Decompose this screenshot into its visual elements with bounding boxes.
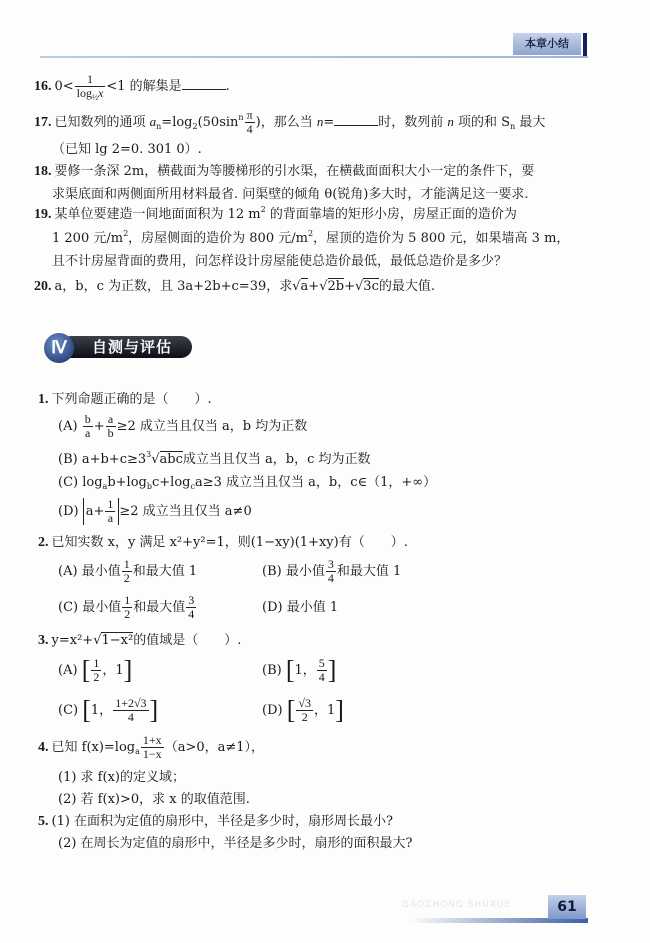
text: 的最大值. — [378, 279, 435, 294]
text: b+log — [107, 475, 147, 490]
option-label: (A) — [58, 564, 78, 579]
subscript: a — [135, 747, 140, 756]
option-label: (B) — [262, 564, 282, 579]
fraction — [186, 594, 196, 621]
text: 的背面靠墙的矩形小房，房屋正面的造价为 — [265, 207, 517, 222]
text: y=x²+ — [51, 633, 94, 648]
problem-19-line3: 且不计房屋背面的费用，问怎样设计房屋能使总造价最低，最低总造价是多少？ — [52, 254, 508, 269]
superscript: 2 — [260, 205, 266, 214]
subscript: a — [102, 482, 108, 491]
denominator — [75, 87, 106, 100]
text: ≥2 成立当且仅当 a≠0 — [119, 504, 252, 519]
q2-option-b — [262, 558, 401, 585]
q4-part-1: (1) 求 f(x)的定义域； — [58, 770, 185, 785]
numerator: 1 — [123, 557, 130, 571]
text: 最小值 1 — [286, 600, 339, 615]
option-label: (C) — [58, 475, 79, 490]
page-number: 61 — [548, 895, 586, 919]
fraction — [105, 498, 115, 525]
problem-number: 19. — [34, 207, 52, 222]
numerator: 5 — [318, 656, 325, 670]
denominator: 4 — [127, 710, 134, 724]
text: = — [323, 115, 335, 130]
q1-option-a — [58, 413, 307, 440]
subscript: n — [510, 122, 516, 131]
text: (50sin — [197, 115, 239, 130]
q3-option-a: (A) [ $\frac{1}{2}$ ，1] — [58, 655, 133, 685]
text: ，1 — [102, 663, 124, 678]
denominator: 4 — [318, 670, 325, 684]
subscript: ½ — [92, 93, 99, 102]
problem-number: 18. — [34, 164, 52, 179]
text: 已知数列的通项 — [54, 115, 150, 130]
denominator: 2 — [93, 670, 100, 684]
chapter-tab: 本章小结 — [513, 33, 581, 55]
text: a，b，c 为正数，且 3a+2b+c=39，求 — [54, 279, 293, 294]
text: ，1 — [313, 703, 336, 718]
question-number: 4. — [38, 740, 49, 755]
problem-19-line2 — [52, 230, 569, 248]
text: 下列命题正确的是（ ）. — [51, 392, 212, 407]
problem-19 — [34, 206, 517, 224]
q2-option-d — [262, 599, 338, 617]
subscript: b — [146, 482, 152, 491]
problem-18-line2: 求渠底面和两侧面所用材料最省. 问渠壁的倾角 θ(锐角)多大时，才能满足这一要求. — [52, 187, 529, 202]
fraction — [317, 657, 327, 684]
denominator: 4 — [327, 571, 334, 585]
fraction — [75, 73, 106, 100]
denominator: a — [85, 426, 91, 440]
text: 最大 — [515, 115, 546, 130]
radicand: 2b — [327, 279, 345, 294]
denominator: 2 — [301, 710, 308, 724]
problem-number: 20. — [34, 279, 52, 294]
option-label: (D) — [262, 600, 283, 615]
question-number: 5. — [38, 814, 49, 829]
question-number: 3. — [38, 633, 49, 648]
fraction — [83, 413, 93, 440]
superscript: n — [238, 113, 244, 122]
option-label: (D) — [58, 504, 79, 519]
answer-blank — [334, 113, 378, 126]
numerator: 3 — [327, 557, 334, 571]
denominator: 4 — [188, 607, 195, 621]
option-label: (C) — [58, 600, 79, 615]
problem-16 — [34, 73, 230, 100]
text: 和最大值 1 — [132, 564, 198, 579]
fraction — [91, 657, 101, 684]
option-label: (C) — [58, 703, 79, 718]
question-2 — [38, 534, 408, 552]
q2-option-a — [58, 558, 197, 585]
text: 项的和 S — [453, 115, 511, 130]
problem-18 — [34, 163, 534, 181]
numerator: 1+2√3 — [115, 696, 147, 710]
denominator: 2 — [123, 571, 130, 585]
text: + — [93, 419, 105, 434]
var: x — [98, 86, 104, 100]
text: + — [308, 279, 320, 294]
text: + — [344, 279, 355, 294]
q1-option-d — [58, 498, 252, 525]
text: a+b+c≥3 — [81, 452, 147, 467]
text: 要修一条深 2m，横截面为等腰梯形的引水渠，在横截面面积大小一定的条件下，要 — [54, 164, 535, 179]
numerator: 1 — [93, 656, 100, 670]
text: ≥2 成立当且仅当 a，b 均为正数 — [116, 419, 308, 434]
text: 已知 f(x)=log — [51, 740, 136, 755]
text: 已知实数 x，y 满足 x²+y²=1，则(1−xy)(1+xy)有（ ）. — [51, 535, 408, 550]
fraction — [122, 558, 132, 585]
section-banner — [42, 333, 194, 359]
question-1 — [38, 391, 212, 409]
section-title: 自测与评估 — [92, 338, 173, 356]
text: 某单位要建造一间地面面积为 12 m — [54, 207, 261, 222]
fraction — [141, 734, 164, 761]
fraction — [296, 697, 313, 724]
fraction — [106, 413, 116, 440]
text: a+ — [85, 504, 105, 519]
denominator: 2 — [124, 607, 131, 621]
section-numeral: Ⅳ — [44, 333, 74, 363]
q5-part-2: (2) 在周长为定值的扇形中，半径是多少时，扇形的面积最大? — [58, 836, 413, 851]
numerator: 1+x — [142, 733, 162, 747]
q3-option-b: (B) [1， $\frac{5}{4}$ ] — [262, 655, 337, 685]
fraction — [122, 594, 132, 621]
absolute-value — [83, 498, 120, 525]
option-label: (D) — [262, 703, 283, 718]
text: 时，数列前 — [378, 115, 448, 130]
text: ，房屋侧面的造价为 800 元/m — [128, 231, 308, 246]
problem-17 — [34, 109, 545, 136]
q2-option-c — [58, 594, 197, 621]
text: =log — [161, 115, 193, 130]
text: log — [82, 475, 103, 490]
numerator: 3 — [188, 593, 195, 607]
text: 1， — [294, 663, 316, 678]
text: 最小值 — [82, 600, 122, 615]
q4-part-2: (2) 若 f(x)>0，求 x 的取值范围. — [58, 792, 250, 807]
text: 成立当且仅当 a，b，c 均为正数 — [182, 452, 371, 467]
denominator: a — [107, 511, 114, 525]
text: a≥3 成立当且仅当 a，b，c∈（1，+∞） — [194, 475, 437, 490]
fraction — [113, 697, 148, 724]
text: （a>0，a≠1）， — [164, 740, 265, 755]
numerator: b — [84, 412, 91, 426]
question-number: 1. — [38, 392, 49, 407]
radicand: 3c — [363, 279, 379, 294]
denominator: 1−x — [142, 747, 162, 761]
q3-option-d: (D) [ $\frac{√3}{2}$ ，1] — [262, 695, 344, 725]
var: n — [447, 114, 454, 129]
question-5 — [38, 813, 393, 831]
option-label: (B) — [58, 452, 78, 467]
text: 最小值 — [285, 564, 325, 579]
q1-option-c — [58, 474, 436, 492]
answer-blank — [182, 77, 226, 90]
header-rule — [40, 56, 588, 58]
denominator: 4 — [246, 122, 253, 136]
text: <1 的解集是 — [106, 79, 182, 94]
problem-20: 20. a，b，c 为正数，且 3a+2b+c=39，求√a+√2b+√3c的最大值. — [34, 279, 435, 294]
numerator: 1 — [75, 73, 106, 87]
text: 0< — [54, 79, 74, 94]
footer-watermark: GAOZHONG SHUXUE — [402, 900, 512, 910]
problem-number: 16. — [34, 79, 52, 94]
numerator: √3 — [298, 696, 311, 710]
text: 最小值 — [81, 564, 121, 579]
numerator: 1 — [124, 593, 131, 607]
header-accent-bar — [583, 33, 587, 57]
superscript: 2 — [307, 229, 314, 238]
q1-option-b: (B) $a+b+c\ge 3^3√abc$成立当且仅当 a，b，c 均为正数 — [58, 450, 371, 467]
text: ，屋顶的造价为 5 800 元，如果墙高 3 m， — [313, 231, 570, 246]
superscript: 2 — [123, 229, 129, 238]
var: n — [316, 114, 324, 129]
text: 1 200 元/m — [52, 231, 124, 246]
question-number: 2. — [38, 535, 49, 550]
question-4 — [38, 734, 264, 761]
radicand: a — [300, 279, 309, 294]
option-label: (A) — [58, 663, 78, 678]
text: 的值域是（ ）. — [133, 633, 242, 648]
denominator: b — [107, 426, 114, 440]
problem-17-line2: （已知 lg 2=0. 301 0）. — [52, 142, 202, 157]
subscript: n — [156, 122, 162, 131]
radicand: 1−x² — [101, 633, 134, 648]
text: )，那么当 — [255, 115, 317, 130]
var: a — [149, 114, 157, 129]
q3-option-c: (C) [1， $\frac{1+2√3}{4}$ ] — [58, 695, 159, 725]
numerator: a — [106, 413, 116, 427]
question-3: 3. y=x²+√1−x²的值域是（ ）. — [38, 633, 242, 648]
text: 和最大值 — [133, 600, 186, 615]
numerator: 1 — [107, 497, 114, 511]
subscript: c — [190, 482, 195, 491]
subscript: 2 — [192, 122, 198, 131]
option-label: (B) — [262, 663, 282, 678]
problem-number: 17. — [34, 115, 52, 130]
fraction — [245, 109, 255, 136]
fraction — [326, 558, 336, 585]
text: c+log — [151, 475, 191, 490]
log: log — [76, 86, 93, 100]
numerator: π — [246, 108, 253, 122]
text: . — [225, 79, 230, 94]
option-label: (A) — [58, 419, 78, 434]
text: (1) 在面积为定值的扇形中，半径是多少时，扇形周长最小? — [51, 814, 394, 829]
text: 和最大值 1 — [336, 564, 402, 579]
text: 1， — [90, 703, 113, 718]
root-index: 3 — [146, 450, 152, 459]
radicand: abc — [159, 452, 183, 467]
